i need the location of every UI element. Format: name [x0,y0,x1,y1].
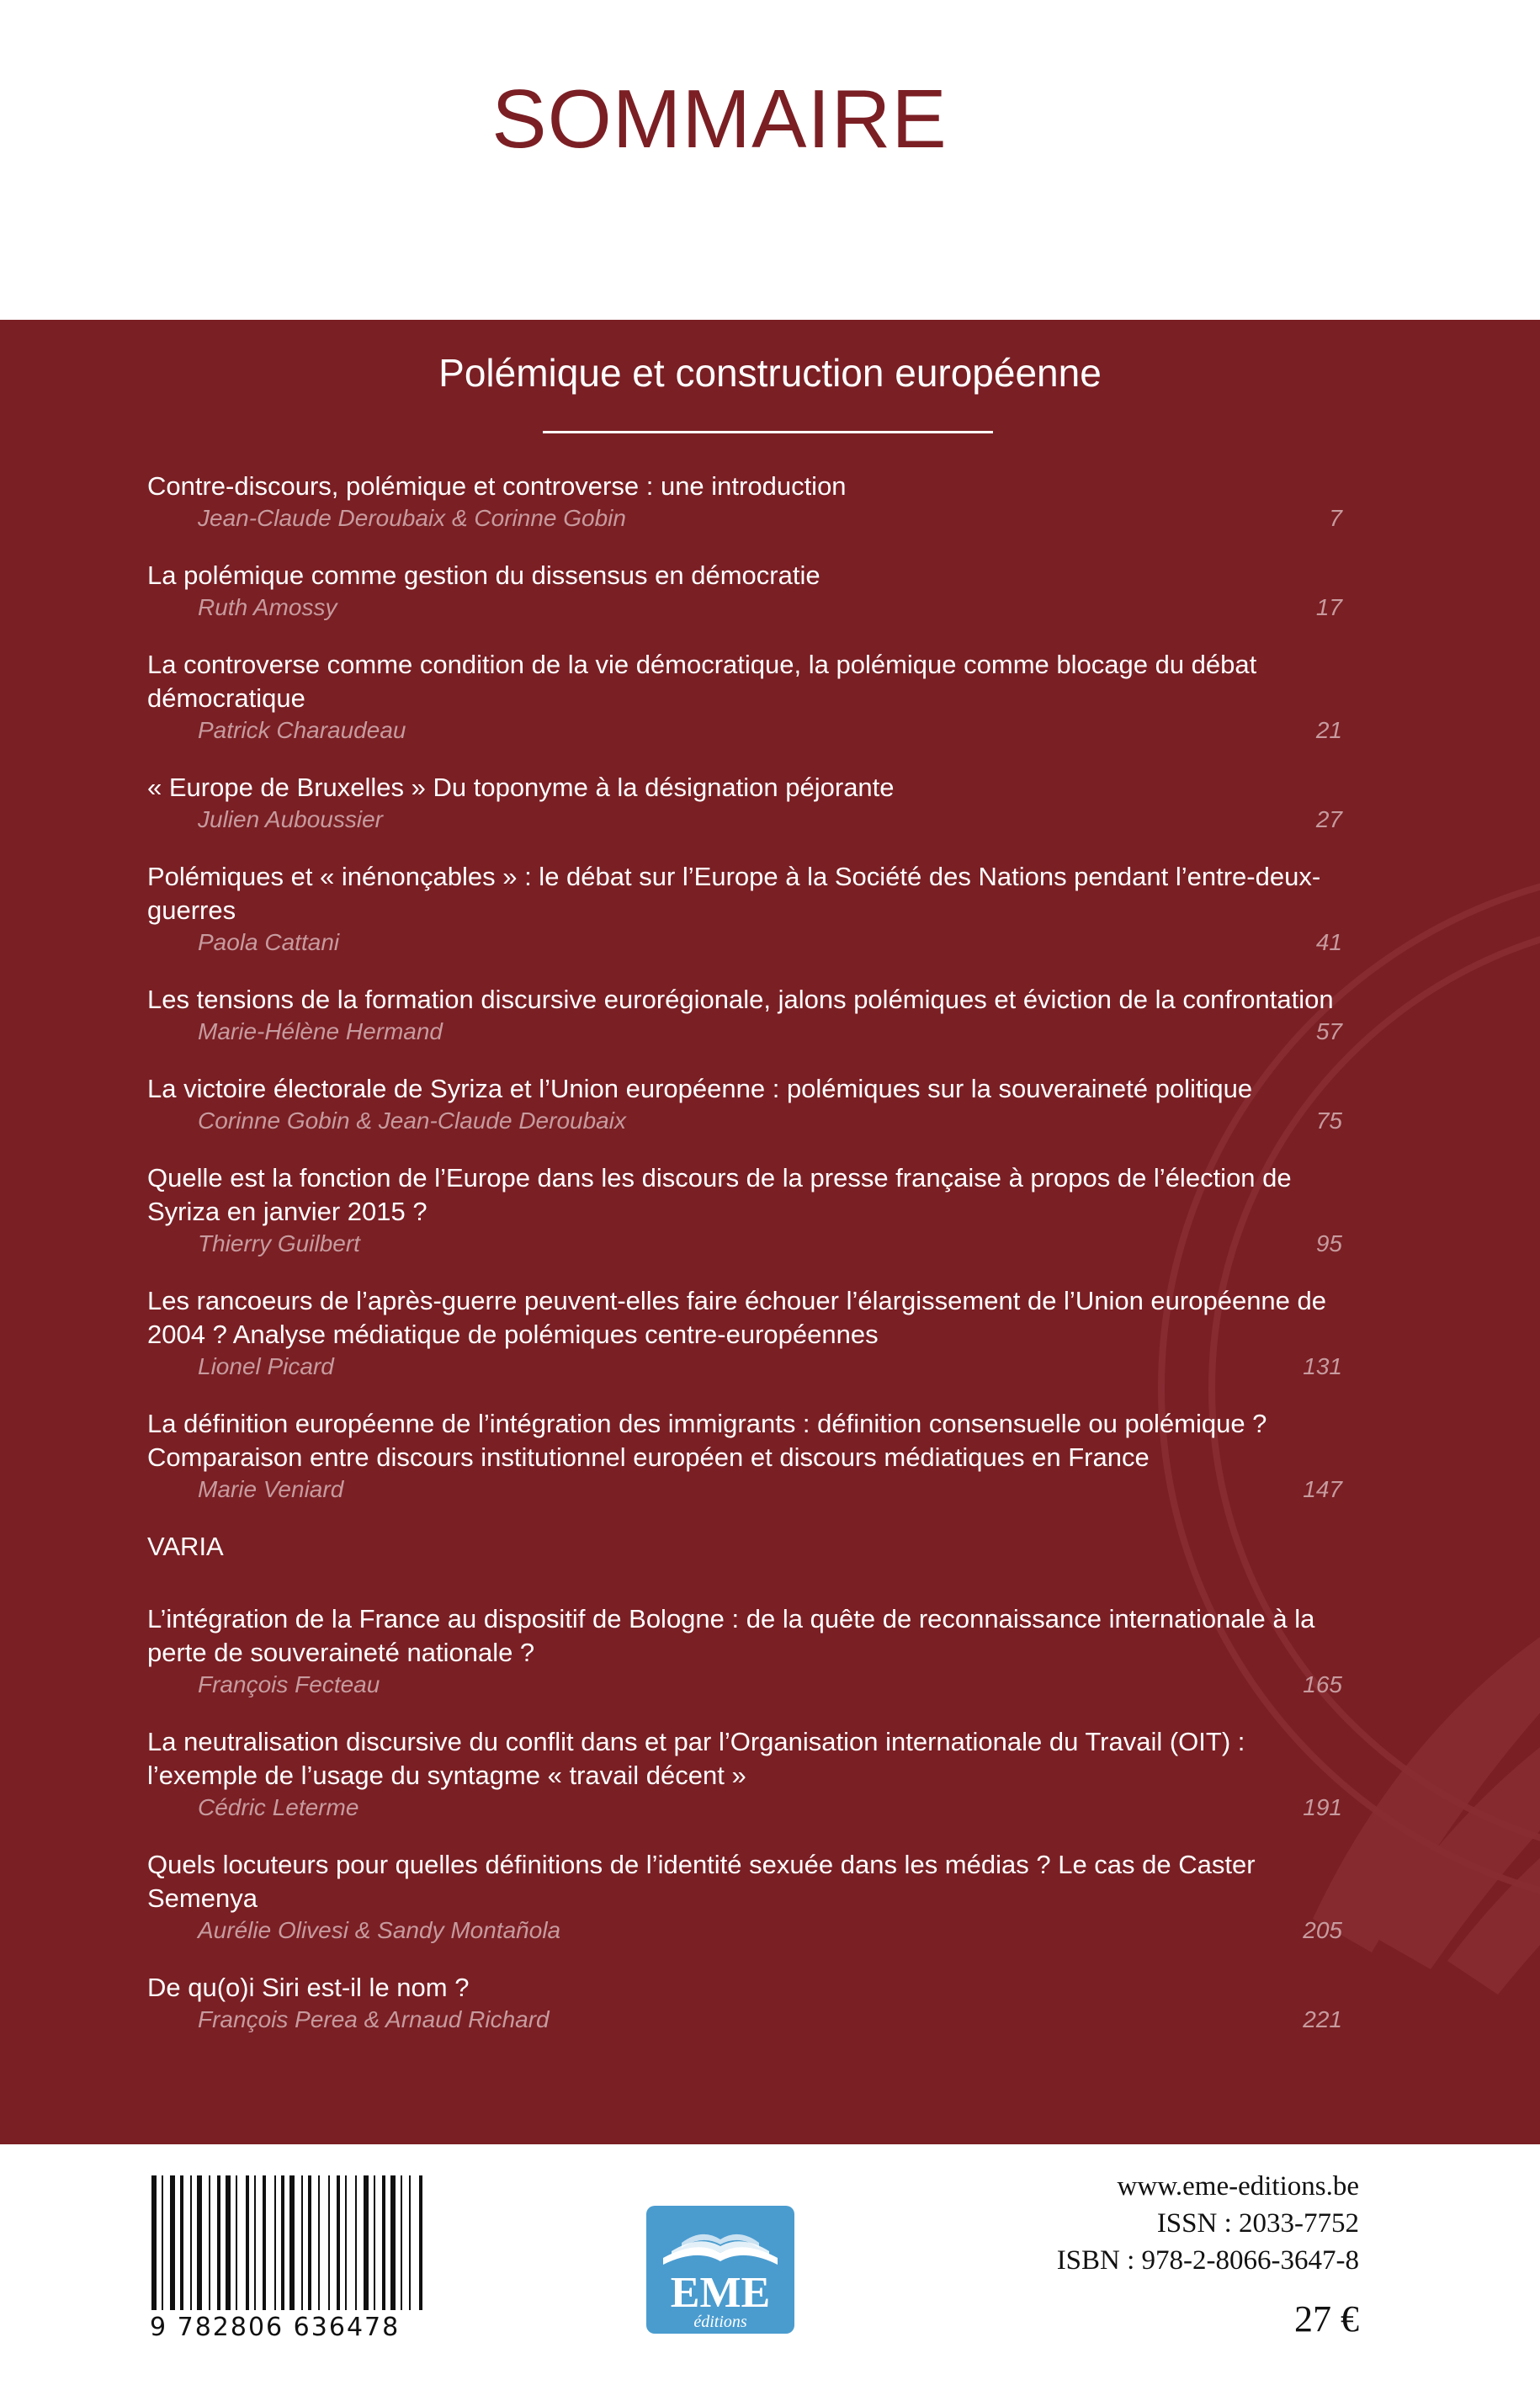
toc-entry-author: Corinne Gobin & Jean-Claude Deroubaix [198,1108,626,1134]
page-title: SOMMAIRE [491,72,948,165]
toc-entry [147,1161,1342,1259]
toc-entry-title: De qu(o)i Siri est-il le nom ? [147,1973,470,2002]
toc-entry-title: Quels locuteurs pour quelles définitions de l’identité sexuée dans les médias ? Le cas de Caster Semenya [147,1850,1256,1913]
toc-entry-author: Aurélie Olivesi & Sandy Montañola [198,1917,561,1943]
toc-entry-author: François Perea & Arnaud Richard [198,2006,550,2032]
toc-entry-meta [147,805,1342,835]
isbn-number: ISBN : 978-2-8066-3647-8 [1056,2245,1359,2276]
toc-entry-meta [147,1915,1342,1946]
toc-entry [147,648,1342,746]
toc-entry-meta [147,1670,1342,1700]
toc-entry-meta [147,1474,1342,1505]
toc-entry-meta [147,1106,1342,1136]
toc-entry-title: La victoire électorale de Syriza et l’Union européenne : polémiques sur la souveraineté politique [147,1074,1253,1103]
toc-entry [147,1407,1342,1505]
toc-entry-title: « Europe de Bruxelles » Du toponyme à la désignation péjorante [147,773,895,802]
barcode-bar [289,2175,295,2310]
toc-entry-author: François Fecteau [198,1671,380,1697]
barcode-bar [246,2175,249,2310]
barcode-bar [364,2175,369,2310]
publisher-logo [646,2206,794,2334]
barcode-bar [151,2175,157,2310]
toc-entry-author: Paola Cattani [198,929,340,955]
toc-entry-author: Thierry Guilbert [198,1230,360,1256]
toc-entry [147,1971,1342,2035]
toc-entry-page: 57 [1315,1018,1342,1044]
toc-entry [147,1072,1342,1136]
logo-subtitle: éditions [693,2313,747,2331]
varia-label: VARIA [147,1532,224,1561]
toc-varia-list [147,1602,1342,2035]
toc-entry-title: Contre-discours, polémique et controverse : une introduction [147,471,847,501]
barcode-bar [254,2175,256,2310]
toc-entry [147,1848,1342,1946]
toc-entry [147,983,1342,1047]
toc-entry-title: Polémiques et « inénonçables » : le débat sur l’Europe à la Société des Nations pendant l’entre-deux-guerres [147,862,1321,925]
toc-entry [147,559,1342,623]
toc-entry-page: 41 [1315,929,1342,955]
toc-entry-page: 191 [1303,1794,1342,1820]
section-divider [543,431,993,433]
toc-entry-meta [147,715,1342,746]
price: 27 € [1294,2298,1359,2340]
table-of-contents [147,470,1342,2060]
barcode-bar [308,2175,311,2310]
toc-entry-meta [147,1793,1342,1823]
toc-entry-author: Ruth Amossy [198,594,337,620]
toc-entry-title: La polémique comme gestion du dissensus en démocratie [147,560,820,590]
toc-entry-page: 165 [1303,1671,1342,1697]
publication-info [1057,2168,1359,2279]
barcode-bar [236,2175,237,2310]
toc-entry-meta [147,2005,1342,2035]
issn-number: ISSN : 2033-7752 [1156,2208,1359,2239]
toc-entry-page: 21 [1315,717,1342,743]
barcode-bar [190,2175,192,2310]
barcode-bar [281,2175,284,2310]
toc-entry-title: Les tensions de la formation discursive eurorégionale, jalons polémiques et éviction de la confrontation [147,985,1334,1014]
barcode-bar [374,2175,375,2310]
barcode-bar [170,2175,175,2310]
barcode-bar [401,2175,402,2310]
toc-entry-title: Les rancoeurs de l’après-guerre peuvent-elles faire échouer l’élargissement de l’Union européenne de 2004 ? Analyse médiatique de polémiques centre-européennes [147,1286,1327,1349]
toc-entry-meta [147,503,1342,534]
toc-entry [147,1725,1342,1823]
barcode-bar [355,2175,357,2310]
toc-entry-page: 75 [1315,1108,1342,1134]
toc-entry-meta [147,1352,1342,1382]
barcode-bar [301,2175,303,2310]
barcode-bar [274,2175,276,2310]
toc-entry-author: Marie Veniard [198,1476,344,1502]
toc-entry-title: Quelle est la fonction de l’Europe dans les discours de la presse française à propos de l’élection de Syriza en janvier 2015 ? [147,1163,1292,1226]
barcode-bar [180,2175,183,2310]
barcode-bar [328,2175,330,2310]
toc-entry-title: L’intégration de la France au dispositif de Bologne : de la quête de reconnaissance internationale à la perte de souveraineté nationale ? [147,1604,1315,1667]
barcode-digits: 9 782806 636478 [150,2311,478,2345]
toc-entry-page: 147 [1303,1476,1342,1502]
barcode-bar [209,2175,210,2310]
barcode-bar [337,2175,340,2310]
toc-entry-page: 205 [1303,1917,1342,1943]
toc-entry-title: La neutralisation discursive du conflit dans et par l’Organisation internationale du Travail (OIT) : l’exemple de l’usage du syntagme « travail décent » [147,1727,1245,1790]
logo-word: EME [670,2269,771,2317]
barcode-bar [318,2175,320,2310]
toc-entry-page: 95 [1315,1230,1342,1256]
toc-entry-meta [147,1229,1342,1259]
toc-entry [147,470,1342,534]
barcode-bar [409,2175,411,2310]
toc-entry-page: 27 [1315,806,1342,832]
barcode-bar [345,2175,347,2310]
barcode-bar [162,2175,163,2310]
toc-entry-meta [147,1017,1342,1047]
toc-entry-meta [147,927,1342,958]
toc-entry-meta [147,592,1342,623]
toc-entry-author: Cédric Leterme [198,1794,359,1820]
barcode-bar [382,2175,385,2310]
toc-entry-author: Lionel Picard [198,1353,334,1379]
toc-entry-author: Julien Auboussier [198,806,383,832]
toc-entry [147,771,1342,835]
barcode-bars-icon [148,2175,478,2310]
barcode-bar [419,2175,422,2310]
barcode-bar [197,2175,202,2310]
toc-entry-author: Patrick Charaudeau [198,717,406,743]
toc-entry-page: 7 [1329,505,1342,531]
website-link[interactable]: www.eme-editions.be [1117,2171,1359,2202]
toc-entry [147,1284,1342,1382]
toc-entry [147,860,1342,958]
toc-entry-page: 131 [1303,1353,1342,1379]
toc-entry-author: Jean-Claude Deroubaix & Corinne Gobin [198,505,626,531]
open-book-icon [646,2206,794,2273]
contents-panel [0,320,1540,2144]
toc-entry-author: Marie-Hélène Hermand [198,1018,443,1044]
barcode-bar [226,2175,231,2310]
barcode-bar [263,2175,266,2310]
barcode-bar [217,2175,220,2310]
toc-entry-page: 17 [1315,594,1342,620]
toc-entry-page: 221 [1303,2006,1342,2032]
toc-entry-title: La définition européenne de l’intégration des immigrants : définition consensuelle ou polémique ? Comparaison entre discours institutionnel européen et discours médiatiques en France [147,1409,1267,1472]
section-title: Polémique et construction européenne [438,351,1102,395]
barcode-bar [390,2175,396,2310]
toc-main-list [147,470,1342,1505]
toc-entry [147,1602,1342,1700]
toc-entry-title: La controverse comme condition de la vie démocratique, la polémique comme blocage du débat démocratique [147,650,1257,713]
